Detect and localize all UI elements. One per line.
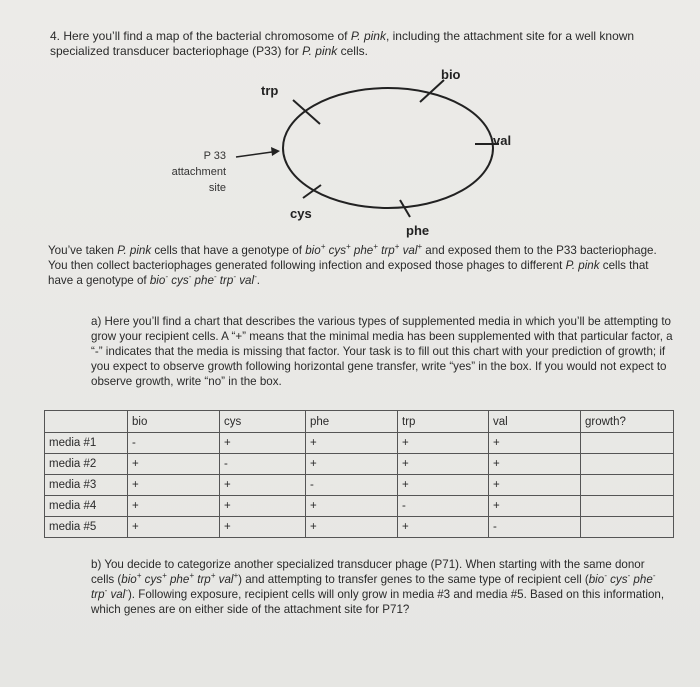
row-label: media #5 <box>45 517 128 538</box>
table-row <box>45 517 674 538</box>
row-label: media #3 <box>45 475 128 496</box>
intro-paragraph: You’ve taken P. pink cells that have a genotype of bio+ cys+ phe+ trp+ val+ and exposed them to the P33 bacteriophage. You then collect bacteriophages generated following infection and exposed those phages to different P. pink cells that have a genotype of bio- cys- phe- trp- val-. <box>48 242 657 287</box>
cell-trp: + <box>398 517 489 538</box>
cell-bio: + <box>128 475 220 496</box>
attachment-line-1: P 33 <box>203 150 226 162</box>
gene-label-cys: cys <box>290 206 312 221</box>
genotype-recipient: bio- cys- phe- trp- val- <box>149 272 257 287</box>
table-row <box>45 454 674 475</box>
attachment-line-3: site <box>208 182 226 194</box>
cell-trp: - <box>398 496 489 517</box>
cell-cys: + <box>220 433 306 454</box>
gene-label-bio: bio <box>441 67 461 82</box>
cell-cys: + <box>220 475 306 496</box>
cell-val: + <box>489 454 581 475</box>
attachment-site-label <box>156 148 226 196</box>
part-a-instructions: a) Here you’ll find a chart that describes the various types of supplemented media in which you’ll be attempting to grow your recipient cells. A “+” means that the minimal media has been supplemented with that particular factor, a “-” indicates that the media is missing that factor. Your task is to fill out this chart with your prediction of growth; if you expect to observe growth following horizontal gene transfer, write “yes” in the box. If you would not expect to observe growth, write “no” in the box. <box>91 315 673 388</box>
recipient-genotype-inline: bio- cys- phe- trp- val- <box>91 571 656 601</box>
row-label: media #4 <box>45 496 128 517</box>
cell-bio: - <box>128 433 220 454</box>
cell-phe: + <box>306 517 398 538</box>
header-cell-growth: growth? <box>581 411 674 433</box>
chromosome-map <box>0 0 700 260</box>
growth-answer-cell[interactable] <box>581 454 674 475</box>
part-b-question: b) You decide to categorize another specialized transducer phage (P71). When starting with the same donor cells (bio+ cys+ phe+ trp+ val+) and attempting to transfer genes to the same type of recipient cell (bio- cys- phe- trp- val-). Following exposure, recipient cells will only grow in media #3 and media #5. Based on this information, which genes are on either side of the attachment site for P71? <box>91 558 665 616</box>
gene-label-phe: phe <box>406 223 430 238</box>
cell-cys: - <box>220 454 306 475</box>
row-label: media #2 <box>45 454 128 475</box>
cell-bio: + <box>128 454 220 475</box>
attachment-line-2: attachment <box>171 166 226 178</box>
table-header-row <box>45 411 674 433</box>
genotype-donor: bio+ cys+ phe+ trp+ val+ <box>305 242 423 257</box>
header-cell-blank <box>45 411 128 433</box>
question-prompt: 4. Here you’ll find a map of the bacterial chromosome of P. pink, including the attachment site for a well known specialized transducer bacteriophage (P33) for P. pink cells. <box>50 29 635 58</box>
cys-marker <box>303 185 321 198</box>
row-label: media #1 <box>45 433 128 454</box>
header-cell-phe: phe <box>306 411 398 433</box>
cell-val: + <box>489 475 581 496</box>
cell-val: + <box>489 433 581 454</box>
donor-genotype-inline: bio+ cys+ phe+ trp+ val+ <box>121 571 239 586</box>
cell-phe: - <box>306 475 398 496</box>
header-cell-cys: cys <box>220 411 306 433</box>
header-cell-trp: trp <box>398 411 489 433</box>
cell-phe: + <box>306 433 398 454</box>
cell-bio: + <box>128 496 220 517</box>
gene-label-trp: trp <box>261 83 279 98</box>
header-cell-val: val <box>489 411 581 433</box>
cell-val: - <box>489 517 581 538</box>
cell-phe: + <box>306 454 398 475</box>
growth-answer-cell[interactable] <box>581 517 674 538</box>
header-cell-bio: bio <box>128 411 220 433</box>
cell-trp: + <box>398 475 489 496</box>
table-row <box>45 475 674 496</box>
growth-answer-cell[interactable] <box>581 496 674 517</box>
gene-label-val: val <box>493 133 512 148</box>
attachment-arrow <box>236 152 272 157</box>
cell-cys: + <box>220 496 306 517</box>
growth-answer-cell[interactable] <box>581 433 674 454</box>
attachment-arrowhead <box>271 147 280 156</box>
cell-bio: + <box>128 517 220 538</box>
growth-answer-cell[interactable] <box>581 475 674 496</box>
cell-phe: + <box>306 496 398 517</box>
cell-val: + <box>489 496 581 517</box>
table-row <box>45 496 674 517</box>
cell-trp: + <box>398 454 489 475</box>
table-row <box>45 433 674 454</box>
media-table <box>44 410 674 538</box>
cell-cys: + <box>220 517 306 538</box>
cell-trp: + <box>398 433 489 454</box>
